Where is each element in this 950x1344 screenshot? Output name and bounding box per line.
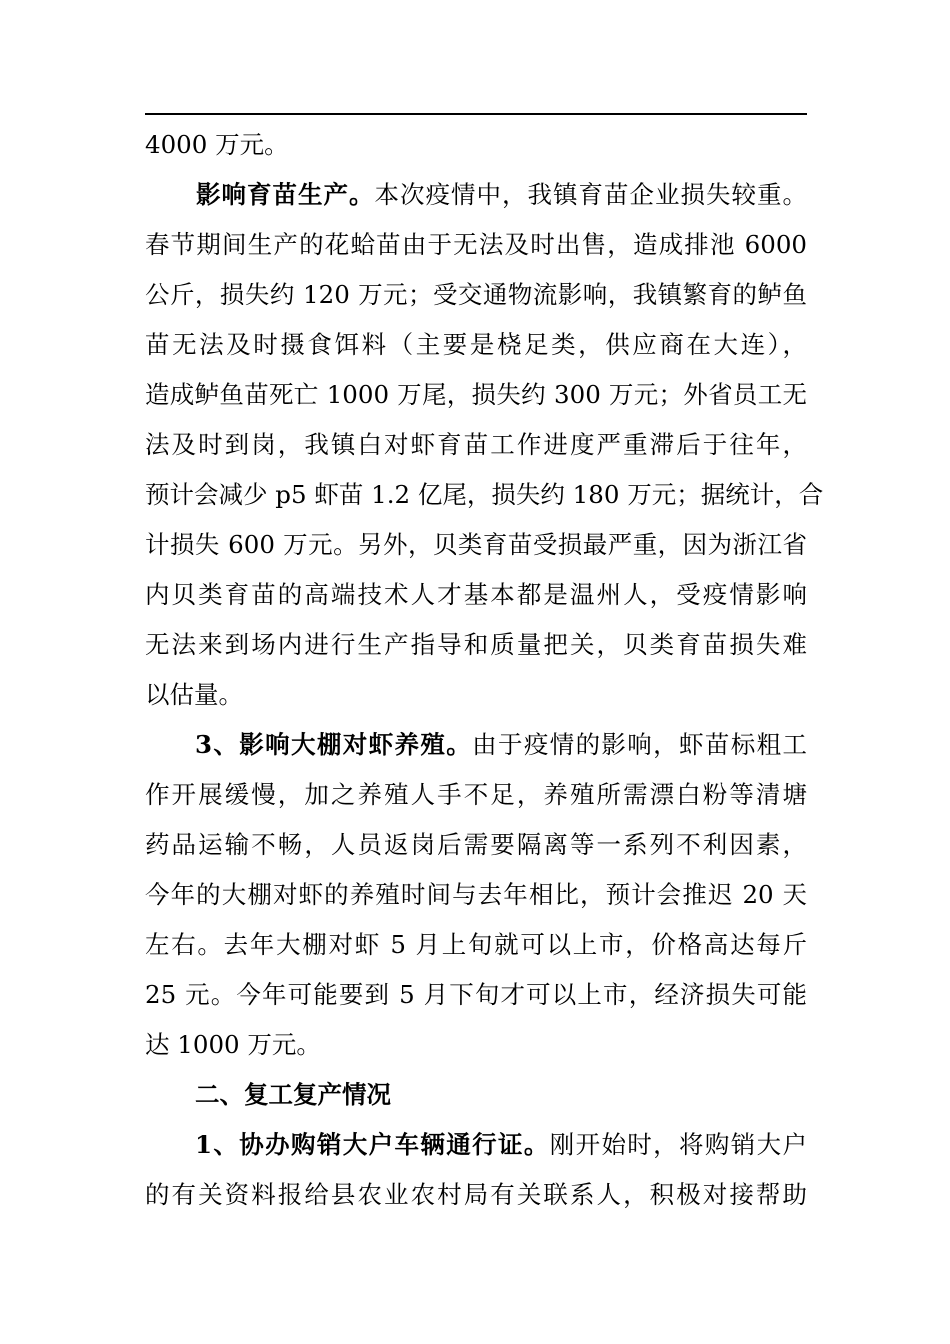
text-span: 以估量。 — [145, 680, 243, 709]
text-span: 内贝类育苗的高端技术人才基本都是温州人，受疫情影响 — [145, 580, 807, 609]
text-line — [145, 820, 807, 870]
text-line — [145, 1020, 807, 1070]
paragraph-first-line — [145, 1120, 807, 1170]
text-span: 作开展缓慢，加之养殖人手不足，养殖所需漂白粉等清塘 — [145, 780, 807, 809]
section-heading-text: 二、复工复产情况 — [195, 1080, 391, 1109]
text-line — [145, 670, 807, 720]
text-span: 公斤，损失约 120 万元；受交通物流影响，我镇繁育的鲈鱼 — [145, 280, 807, 309]
text-span: 计损失 600 万元。另外，贝类育苗受损最严重，因为浙江省 — [145, 530, 807, 559]
text-line — [145, 320, 807, 370]
text-span: 无法来到场内进行生产指导和质量把关，贝类育苗损失难 — [145, 630, 807, 659]
text-line — [145, 1170, 807, 1220]
text-span: 4000 万元。 — [145, 130, 289, 159]
section-heading — [145, 1070, 807, 1120]
text-line — [145, 420, 807, 470]
text-span: 造成鲈鱼苗死亡 1000 万尾，损失约 300 万元；外省员工无 — [145, 380, 807, 409]
text-span: 预计会减少 p5 虾苗 1.2 亿尾，损失约 180 万元；据统计，合 — [145, 480, 824, 509]
text-span: 25 元。今年可能要到 5 月下旬才可以上市，经济损失可能 — [145, 980, 807, 1009]
text-span: 苗无法及时摄食饵料（主要是桡足类，供应商在大连）， — [145, 330, 807, 359]
text-line — [145, 870, 807, 920]
text-line — [145, 970, 807, 1020]
text-span: 的有关资料报给县农业农村局有关联系人，积极对接帮助 — [145, 1180, 807, 1209]
paragraph-lead: 影响育苗生产。 — [195, 180, 375, 209]
document-body — [145, 120, 824, 1220]
text-span: 左右。去年大棚对虾 5 月上旬就可以上市，价格高达每斤 — [145, 930, 807, 959]
header-rule — [145, 113, 807, 115]
text-span: 药品运输不畅，人员返岗后需要隔离等一系列不利因素， — [145, 830, 807, 859]
text-line — [145, 920, 807, 970]
text-line — [145, 120, 807, 170]
text-line — [145, 470, 824, 520]
text-line — [145, 570, 807, 620]
text-span: 本次疫情中，我镇育苗企业损失较重。 — [374, 180, 807, 209]
paragraph-first-line — [145, 170, 807, 220]
text-line — [145, 370, 807, 420]
text-span: 达 1000 万元。 — [145, 1030, 321, 1059]
text-span: 由于疫情的影响，虾苗标粗工 — [472, 730, 808, 759]
paragraph-first-line — [145, 720, 807, 770]
text-line — [145, 270, 807, 320]
text-span: 春节期间生产的花蛤苗由于无法及时出售，造成排池 6000 — [145, 230, 807, 259]
paragraph-lead: 3、影响大棚对虾养殖。 — [195, 730, 473, 759]
text-line — [145, 220, 807, 270]
text-line — [145, 520, 807, 570]
text-line — [145, 620, 807, 670]
text-span: 刚开始时，将购销大户 — [549, 1130, 808, 1159]
text-line — [145, 770, 807, 820]
text-span: 法及时到岗，我镇白对虾育苗工作进度严重滞后于往年， — [145, 430, 807, 459]
paragraph-lead: 1、协办购销大户车辆通行证。 — [195, 1130, 550, 1159]
text-span: 今年的大棚对虾的养殖时间与去年相比，预计会推迟 20 天 — [145, 880, 807, 909]
